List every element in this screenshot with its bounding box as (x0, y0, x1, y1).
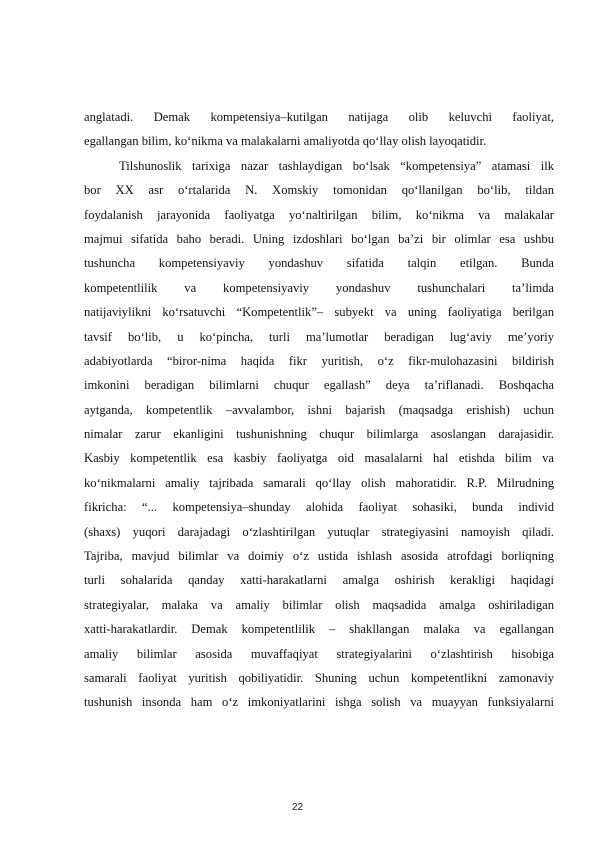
text-line: majmui sifatida baho beradi. Uning izdoshlari bo‘lgan ba’zi bir olimlar esa ushbu (84, 231, 554, 246)
text-line: Tajriba, mavjud bilimlar va doimiy o‘z ustida ishlash asosida atrofdagi borliqning (84, 549, 554, 564)
text-line: samarali faoliyat yuritish qobiliyatidir. Shuning uchun kompetentlikni zamonaviy (84, 670, 554, 685)
text-line: ko‘nikmalarni amaliy tajribada samarali qo‘llay olish mahoratidir. R.P. Milrudning (84, 475, 554, 490)
text-line: strategiyalar, malaka va amaliy bilimlar olish maqsadida amalga oshiriladigan (84, 597, 554, 612)
text-line: kompetentlilik va kompetensiyaviy yondashuv tushunchalari ta’limda (84, 280, 554, 295)
text-line: bor XX asr o‘rtalarida N. Xomskiy tomonidan qo‘llanilgan bo‘lib, tildan (84, 183, 554, 198)
body-text (84, 105, 554, 715)
text-line: tavsif bo‘lib, u ko‘pincha, turli ma’lumotlar beradigan lug‘aviy me’yoriy (84, 329, 554, 344)
text-line: egallangan bilim, ko‘nikma va malakalarni amaliyotda qo‘llay olish layoqatidir. (84, 134, 487, 149)
text-line: adabiyotlarda “biror-nima haqida fikr yuritish, o‘z fikr-mulohazasini bildirish (84, 353, 554, 368)
text-line: nimalar zarur ekanligini tushunishning chuqur bilimlarga asoslangan darajasidir. (84, 427, 554, 442)
text-line: natijaviylikni ko‘rsatuvchi “Kompetentlik”– subyekt va uning faoliyatiga berilgan (84, 305, 554, 320)
text-line: amaliy bilimlar asosida muvaffaqiyat strategiyalarini o‘zlashtirish hisobiga (84, 646, 554, 661)
text-line: aytganda, kompetentlik –avvalambor, ishni bajarish (maqsadga erishish) uchun (84, 402, 554, 417)
text-line: tushuncha kompetensiyaviy yondashuv sifatida talqin etilgan. Bunda (84, 256, 554, 271)
paragraph-first-line: Tilshunoslik tarixiga nazar tashlaydigan bo‘lsak “kompetensiya” atamasi ilk (119, 158, 554, 173)
text-line: (shaxs) yuqori darajadagi o‘zlashtirilgan yutuqlar strategiyasini namoyish qiladi. (84, 524, 554, 539)
text-line: turli sohalarida qanday xatti-harakatlarni amalga oshirish kerakligi haqidagi (84, 573, 554, 588)
text-line: foydalanish jarayonida faoliyatga yo‘naltirilgan bilim, ko‘nikma va malakalar (84, 207, 554, 222)
text-line: Kasbiy kompetentlik esa kasbiy faoliyatga oid masalalarni hal etishda bilim va (84, 451, 554, 466)
page-number: 22 (291, 802, 304, 813)
text-line: xatti-harakatlardir. Demak kompetentlilik – shakllangan malaka va egallangan (84, 622, 554, 637)
text-line: anglatadi. Demak kompetensiya–kutilgan natijaga olib keluvchi faoliyat, (84, 110, 554, 124)
text-line: imkonini beradigan bilimlarni chuqur egallash” deya ta’riflanadi. Boshqacha (84, 378, 554, 393)
text-line: tushunish insonda ham o‘z imkoniyatlarini ishga solish va muayyan funksiyalarni (84, 695, 554, 710)
text-line: fikricha: “... kompetensiya–shunday alohida faoliyat sohasiki, bunda individ (84, 500, 554, 515)
